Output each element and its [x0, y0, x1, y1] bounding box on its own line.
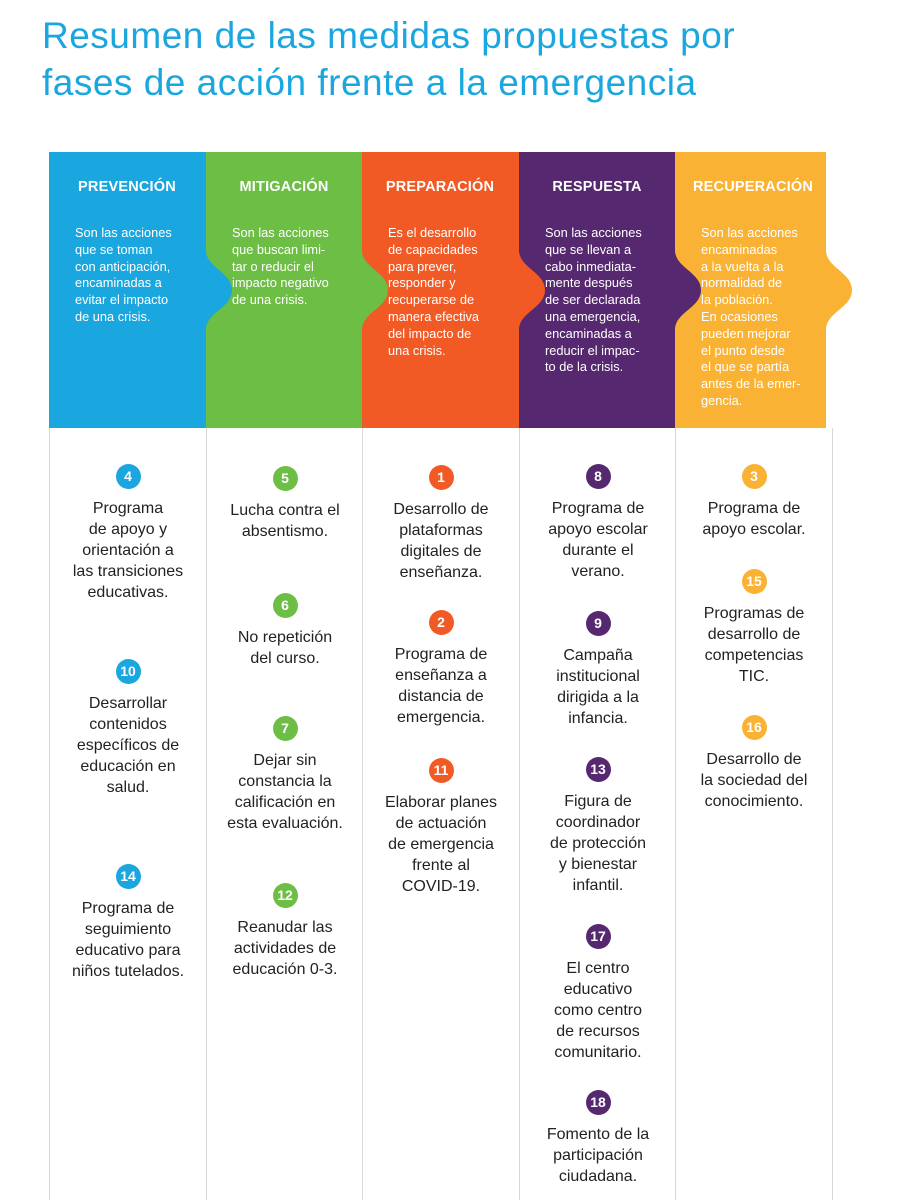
phase-name: RECUPERACIÓN	[692, 179, 814, 195]
measure-text: Programa de apoyo escolar.	[702, 500, 806, 538]
measure-item	[50, 464, 206, 603]
number-badge: 2	[429, 610, 454, 635]
measure-text: Desarrollo de la sociedad del conocimiento.	[700, 751, 808, 810]
measure-text: Dejar sin constancia la calificación en esta evaluación.	[227, 752, 343, 832]
column-recuperacion	[675, 428, 833, 1200]
number-badge: 16	[742, 715, 767, 740]
measure-text: Programas de desarrollo de competencias TIC.	[703, 605, 805, 685]
measure-item	[520, 464, 676, 582]
number-badge: 4	[116, 464, 141, 489]
number-badge: 3	[742, 464, 767, 489]
measure-item	[207, 716, 363, 834]
number-badge: 13	[586, 757, 611, 782]
phase-description: Es el desarrollo de capacidades para prever, responder y recuperarse de manera efectiva del impacto de una crisis.	[388, 225, 480, 358]
column-prevencion	[49, 428, 206, 1200]
measure-item	[520, 611, 676, 729]
measure-item	[207, 466, 363, 542]
measure-item	[676, 569, 832, 687]
page-title: Resumen de las medidas propuestas por fases de acción frente a la emergencia	[42, 15, 736, 103]
measure-text: No repetición del curso.	[237, 629, 333, 667]
phase-recuperacion	[675, 152, 831, 428]
measure-item	[676, 464, 832, 540]
measure-item	[50, 659, 206, 798]
number-badge: 5	[273, 466, 298, 491]
measure-text: Programa de enseñanza a distancia de emergencia.	[394, 646, 488, 726]
number-badge: 1	[429, 465, 454, 490]
measure-item	[520, 924, 676, 1063]
measure-text: El centro educativo como centro de recursos comunitario.	[553, 960, 643, 1061]
number-badge: 9	[586, 611, 611, 636]
number-badge: 11	[429, 758, 454, 783]
measure-item	[207, 593, 363, 669]
number-badge: 12	[273, 883, 298, 908]
measure-text: Programa de seguimiento educativo para niños tutelados.	[71, 900, 185, 980]
phase-name: RESPUESTA	[552, 179, 642, 195]
number-badge: 7	[273, 716, 298, 741]
measure-text: Desarrollar contenidos específicos de educación en salud.	[76, 695, 180, 796]
phase-preparacion	[362, 152, 518, 428]
phase-name: MITIGACIÓN	[239, 179, 329, 195]
number-badge: 8	[586, 464, 611, 489]
phase-description: Son las acciones encaminadas a la vuelta a la normalidad de la población. En ocasiones pueden mejorar el punto desde el que se partía antes de la emer- gencia.	[701, 225, 801, 408]
phase-prevencion	[49, 152, 205, 428]
phase-respuesta	[519, 152, 675, 428]
number-badge: 14	[116, 864, 141, 889]
measure-text: Programa de apoyo y orientación a las transiciones educativas.	[72, 500, 184, 601]
phase-description: Son las acciones que buscan limi- tar o reducir el impacto negativo de una crisis.	[232, 225, 329, 308]
measure-item	[50, 864, 206, 982]
measure-text: Fomento de la participación ciudadana.	[546, 1126, 650, 1185]
column-preparacion	[362, 428, 519, 1200]
measure-item	[520, 1090, 676, 1187]
measure-item	[363, 610, 519, 728]
measure-item	[363, 465, 519, 583]
measure-item	[676, 715, 832, 812]
phase-mitigacion	[206, 152, 362, 428]
measure-text: Lucha contra el absentismo.	[230, 502, 340, 540]
measure-item	[363, 758, 519, 897]
measure-text: Desarrollo de plataformas digitales de enseñanza.	[393, 501, 489, 581]
measure-item	[207, 883, 363, 980]
phase-description: Son las acciones que se llevan a cabo inmediata- mente después de ser declarada una emergencia, encaminadas a reducir el impac- to de la crisis.	[545, 225, 642, 375]
number-badge: 6	[273, 593, 298, 618]
phase-name: PREVENCIÓN	[78, 179, 176, 195]
column-respuesta	[519, 428, 676, 1200]
measure-text: Programa de apoyo escolar durante el verano.	[548, 500, 648, 580]
measure-text: Elaborar planes de actuación de emergencia frente al COVID-19.	[384, 794, 498, 895]
number-badge: 17	[586, 924, 611, 949]
phase-description: Son las acciones que se toman con anticipación, encaminadas a evitar el impacto de una crisis.	[75, 225, 172, 324]
measure-text: Campaña institucional dirigida a la infancia.	[556, 647, 640, 727]
measure-text: Reanudar las actividades de educación 0-3.	[232, 919, 338, 978]
number-badge: 10	[116, 659, 141, 684]
measure-text: Figura de coordinador de protección y bienestar infantil.	[549, 793, 647, 894]
column-mitigacion	[206, 428, 363, 1200]
phase-name: PREPARACIÓN	[385, 179, 495, 195]
number-badge: 18	[586, 1090, 611, 1115]
measure-item	[520, 757, 676, 896]
number-badge: 15	[742, 569, 767, 594]
